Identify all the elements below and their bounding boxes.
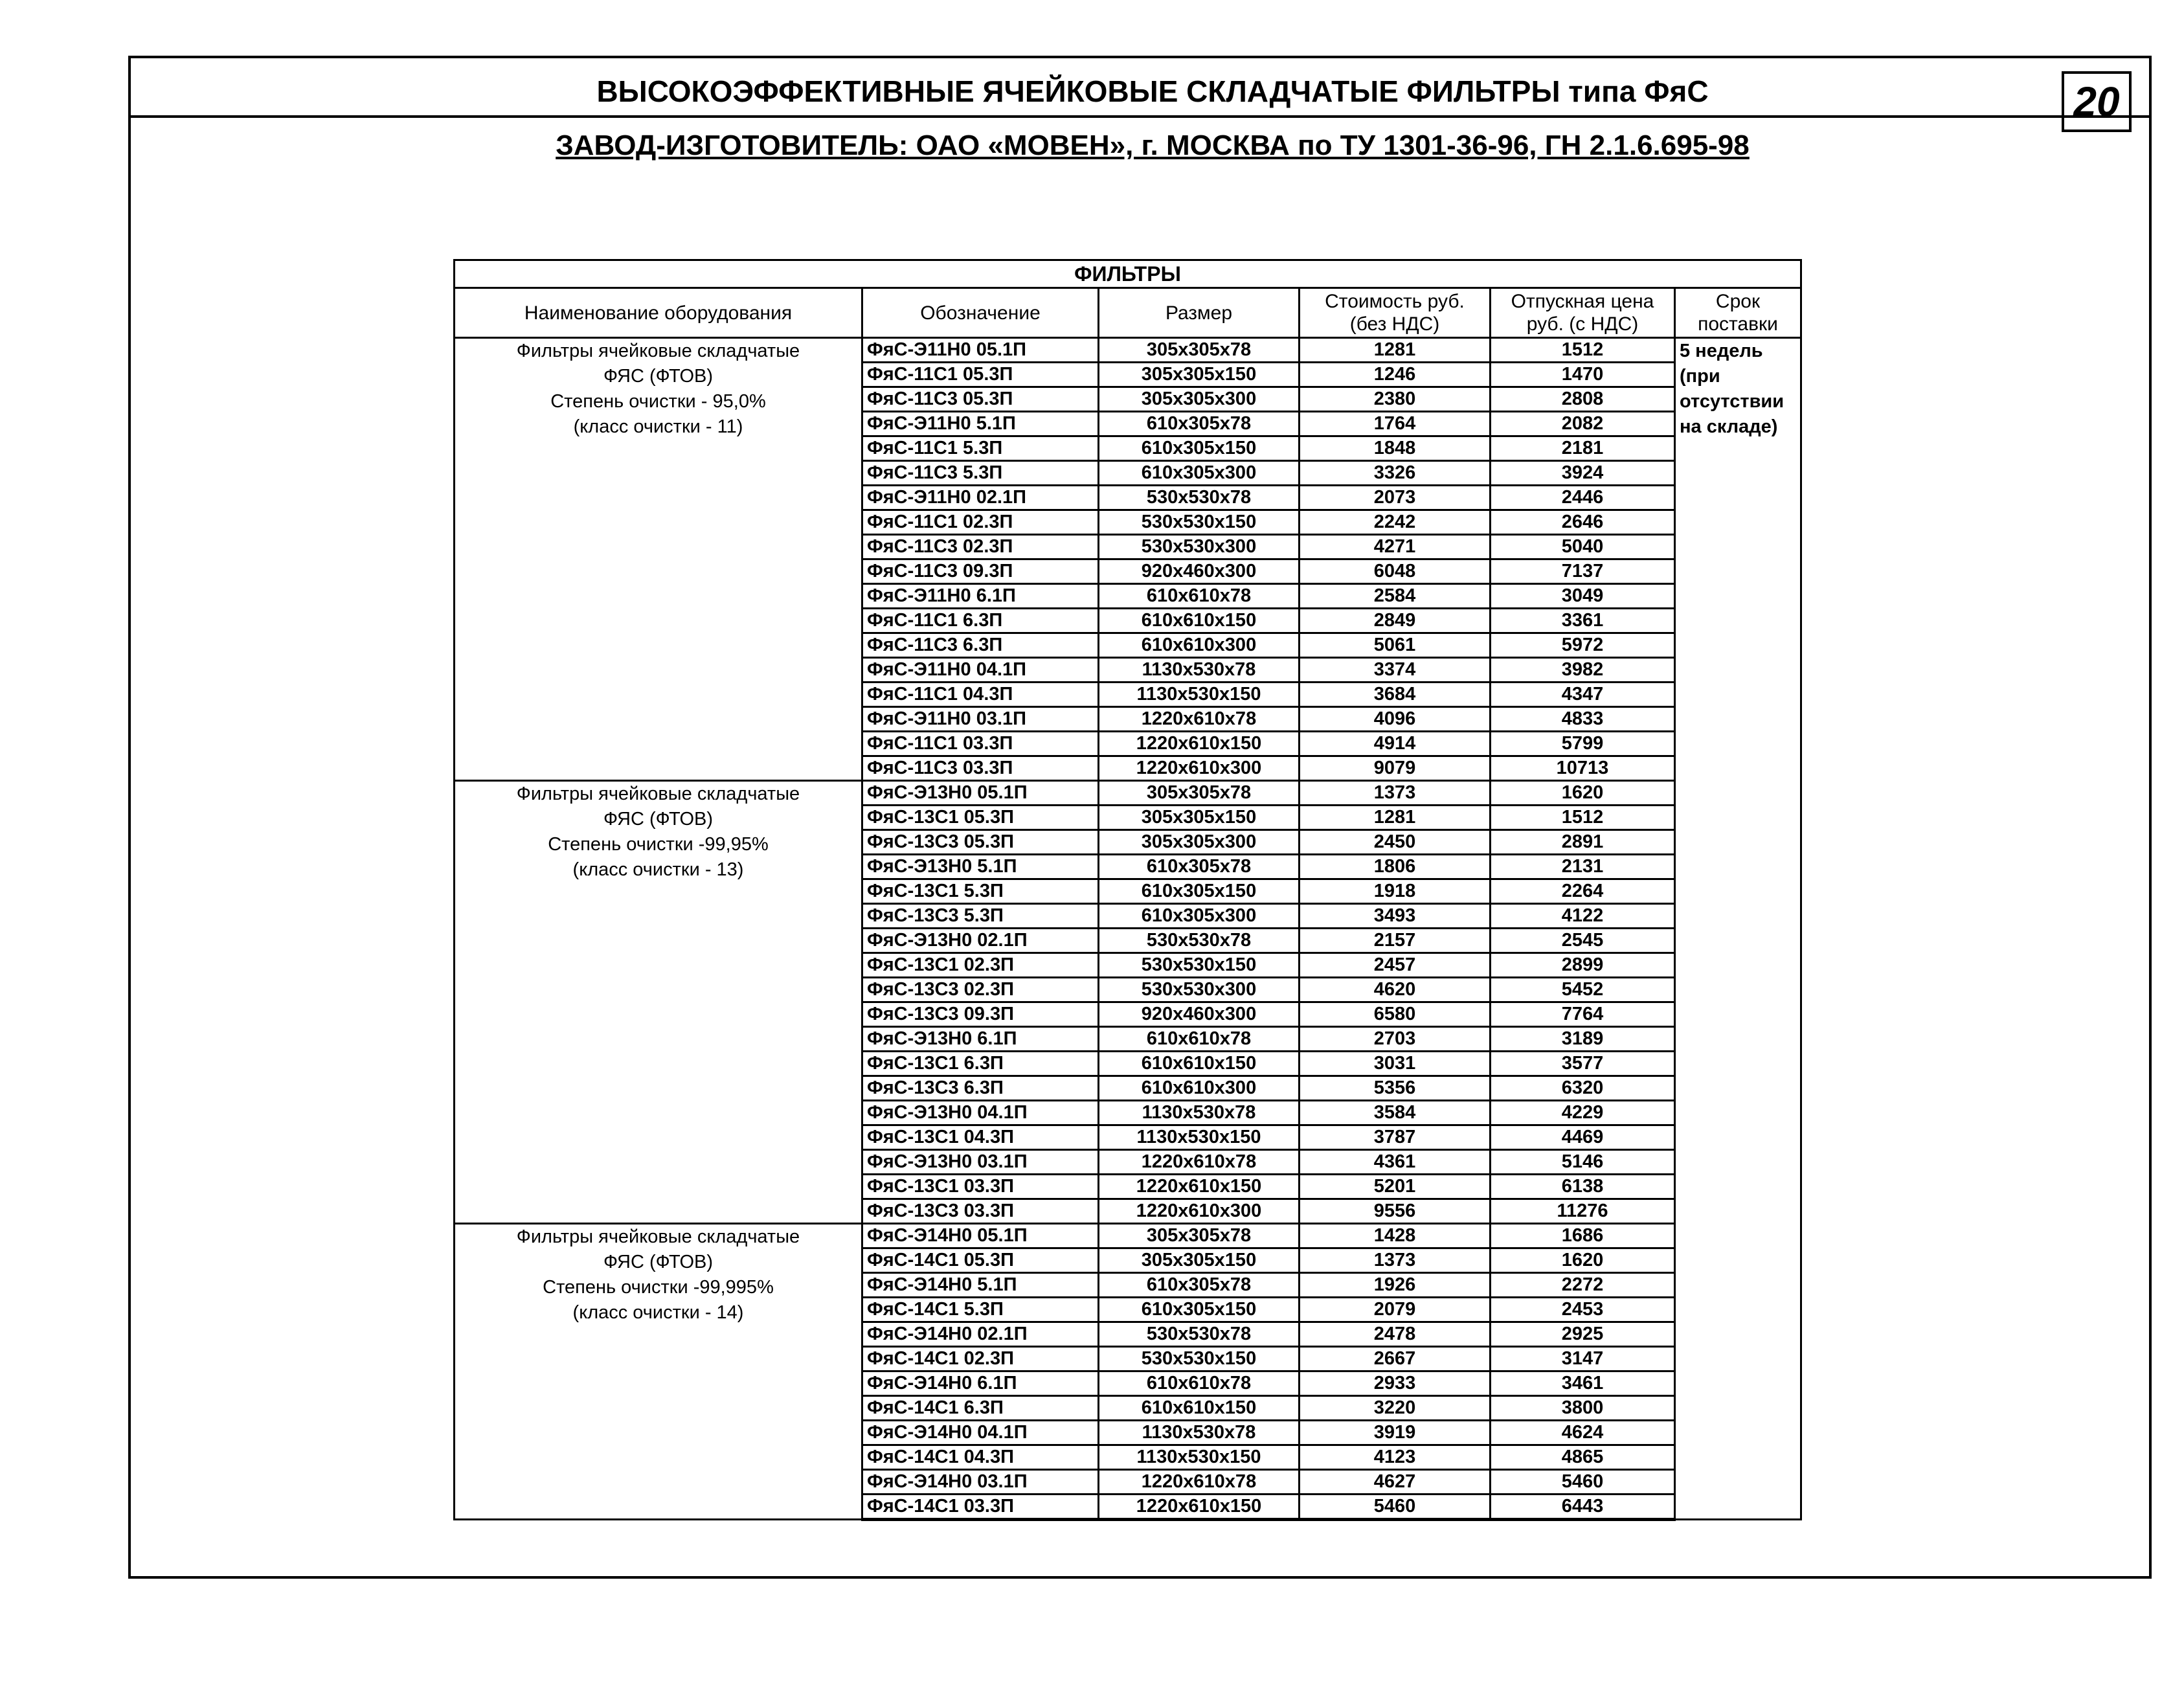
price-cell: 3577 bbox=[1491, 1052, 1675, 1076]
table-row bbox=[455, 781, 1801, 806]
table-title: ФИЛЬТРЫ bbox=[455, 260, 1801, 288]
designation-cell: ФяС-13С3 09.3П bbox=[862, 1002, 1099, 1027]
cost-cell: 2242 bbox=[1300, 510, 1491, 535]
cost-cell: 4914 bbox=[1300, 732, 1491, 756]
cost-cell: 5061 bbox=[1300, 633, 1491, 658]
designation-cell: ФяС-Э11Н0 6.1П bbox=[862, 584, 1099, 609]
price-cell: 2264 bbox=[1491, 879, 1675, 904]
price-cell: 5452 bbox=[1491, 978, 1675, 1002]
cost-cell: 2073 bbox=[1300, 486, 1491, 510]
equipment-name-line: Фильтры ячейковые складчатые bbox=[516, 1226, 800, 1247]
price-cell: 3147 bbox=[1491, 1347, 1675, 1371]
cost-cell: 3684 bbox=[1300, 683, 1491, 707]
price-cell: 4229 bbox=[1491, 1101, 1675, 1125]
table-row bbox=[455, 1224, 1801, 1248]
cost-cell: 3584 bbox=[1300, 1101, 1491, 1125]
designation-cell: ФяС-13С1 03.3П bbox=[862, 1175, 1099, 1199]
size-cell: 1220x610x78 bbox=[1099, 707, 1300, 732]
cost-cell: 4123 bbox=[1300, 1445, 1491, 1470]
price-cell: 5799 bbox=[1491, 732, 1675, 756]
price-cell: 6443 bbox=[1491, 1495, 1675, 1520]
cost-cell: 1806 bbox=[1300, 855, 1491, 879]
designation-cell: ФяС-Э11Н0 05.1П bbox=[862, 338, 1099, 363]
equipment-name-line: Степень очистки - 95,0% bbox=[550, 391, 766, 412]
cost-cell: 2478 bbox=[1300, 1322, 1491, 1347]
cost-cell: 5201 bbox=[1300, 1175, 1491, 1199]
designation-cell: ФяС-14С1 04.3П bbox=[862, 1445, 1099, 1470]
designation-cell: ФяС-13С1 5.3П bbox=[862, 879, 1099, 904]
designation-cell: ФяС-13С3 05.3П bbox=[862, 830, 1099, 855]
size-cell: 1220x610x300 bbox=[1099, 756, 1300, 781]
column-header: Срок поставки bbox=[1675, 288, 1801, 338]
price-cell: 2808 bbox=[1491, 387, 1675, 412]
price-cell: 3049 bbox=[1491, 584, 1675, 609]
cost-cell: 1246 bbox=[1300, 363, 1491, 387]
price-cell: 5040 bbox=[1491, 535, 1675, 559]
price-cell: 1470 bbox=[1491, 363, 1675, 387]
table-body bbox=[455, 338, 1801, 1520]
cost-cell: 5460 bbox=[1300, 1495, 1491, 1520]
equipment-name-line: ФЯС (ФТОВ) bbox=[603, 1252, 714, 1272]
equipment-name-line: ФЯС (ФТОВ) bbox=[603, 809, 714, 829]
price-cell: 6320 bbox=[1491, 1076, 1675, 1101]
cost-cell: 6580 bbox=[1300, 1002, 1491, 1027]
size-cell: 1220x610x150 bbox=[1099, 732, 1300, 756]
size-cell: 305x305x78 bbox=[1099, 1224, 1300, 1248]
cost-cell: 1428 bbox=[1300, 1224, 1491, 1248]
cost-cell: 1281 bbox=[1300, 338, 1491, 363]
size-cell: 610x305x300 bbox=[1099, 461, 1300, 486]
designation-cell: ФяС-11С1 05.3П bbox=[862, 363, 1099, 387]
designation-cell: ФяС-11С3 09.3П bbox=[862, 559, 1099, 584]
size-cell: 1130x530x78 bbox=[1099, 658, 1300, 683]
header-divider bbox=[128, 115, 2152, 118]
price-cell: 3924 bbox=[1491, 461, 1675, 486]
size-cell: 530x530x300 bbox=[1099, 535, 1300, 559]
designation-cell: ФяС-Э11Н0 02.1П bbox=[862, 486, 1099, 510]
price-cell: 11276 bbox=[1491, 1199, 1675, 1224]
equipment-name-line: Степень очистки -99,95% bbox=[548, 834, 769, 855]
cost-cell: 5356 bbox=[1300, 1076, 1491, 1101]
designation-cell: ФяС-14С1 03.3П bbox=[862, 1495, 1099, 1520]
designation-cell: ФяС-13С1 04.3П bbox=[862, 1125, 1099, 1150]
designation-cell: ФяС-11С3 03.3П bbox=[862, 756, 1099, 781]
equipment-name-line: Степень очистки -99,995% bbox=[543, 1277, 774, 1298]
size-cell: 530x530x78 bbox=[1099, 1322, 1300, 1347]
designation-cell: ФяС-13С3 03.3П bbox=[862, 1199, 1099, 1224]
cost-cell: 2584 bbox=[1300, 584, 1491, 609]
price-cell: 5146 bbox=[1491, 1150, 1675, 1175]
size-cell: 610x305x150 bbox=[1099, 436, 1300, 461]
equipment-name bbox=[455, 1224, 862, 1520]
price-cell: 6138 bbox=[1491, 1175, 1675, 1199]
size-cell: 610x610x78 bbox=[1099, 1371, 1300, 1396]
cost-cell: 4271 bbox=[1300, 535, 1491, 559]
size-cell: 305x305x150 bbox=[1099, 806, 1300, 830]
designation-cell: ФяС-Э11Н0 03.1П bbox=[862, 707, 1099, 732]
size-cell: 1220x610x150 bbox=[1099, 1175, 1300, 1199]
designation-cell: ФяС-13С1 02.3П bbox=[862, 953, 1099, 978]
designation-cell: ФяС-13С3 5.3П bbox=[862, 904, 1099, 929]
size-cell: 610x305x78 bbox=[1099, 855, 1300, 879]
cost-cell: 3493 bbox=[1300, 904, 1491, 929]
price-cell: 2082 bbox=[1491, 412, 1675, 436]
size-cell: 530x530x150 bbox=[1099, 1347, 1300, 1371]
price-cell: 3982 bbox=[1491, 658, 1675, 683]
equipment-name-line: (класс очистки - 13) bbox=[572, 859, 744, 880]
cost-cell: 2157 bbox=[1300, 929, 1491, 953]
designation-cell: ФяС-Э13Н0 03.1П bbox=[862, 1150, 1099, 1175]
price-cell: 10713 bbox=[1491, 756, 1675, 781]
size-cell: 530x530x150 bbox=[1099, 953, 1300, 978]
size-cell: 1220x610x78 bbox=[1099, 1150, 1300, 1175]
designation-cell: ФяС-11С3 05.3П bbox=[862, 387, 1099, 412]
cost-cell: 3326 bbox=[1300, 461, 1491, 486]
price-cell: 2272 bbox=[1491, 1273, 1675, 1298]
filters-table bbox=[453, 259, 1802, 1521]
cost-cell: 4620 bbox=[1300, 978, 1491, 1002]
size-cell: 1220x610x78 bbox=[1099, 1470, 1300, 1495]
designation-cell: ФяС-Э13Н0 5.1П bbox=[862, 855, 1099, 879]
designation-cell: ФяС-Э14Н0 03.1П bbox=[862, 1470, 1099, 1495]
designation-cell: ФяС-14С1 5.3П bbox=[862, 1298, 1099, 1322]
size-cell: 610x305x78 bbox=[1099, 1273, 1300, 1298]
designation-cell: ФяС-Э13Н0 04.1П bbox=[862, 1101, 1099, 1125]
size-cell: 530x530x300 bbox=[1099, 978, 1300, 1002]
cost-cell: 2933 bbox=[1300, 1371, 1491, 1396]
designation-cell: ФяС-Э13Н0 6.1П bbox=[862, 1027, 1099, 1052]
designation-cell: ФяС-Э14Н0 02.1П bbox=[862, 1322, 1099, 1347]
size-cell: 610x305x150 bbox=[1099, 1298, 1300, 1322]
cost-cell: 1373 bbox=[1300, 781, 1491, 806]
price-cell: 3461 bbox=[1491, 1371, 1675, 1396]
size-cell: 1130x530x78 bbox=[1099, 1101, 1300, 1125]
price-cell: 2131 bbox=[1491, 855, 1675, 879]
designation-cell: ФяС-Э14Н0 05.1П bbox=[862, 1224, 1099, 1248]
size-cell: 305x305x150 bbox=[1099, 363, 1300, 387]
price-cell: 2181 bbox=[1491, 436, 1675, 461]
cost-cell: 9556 bbox=[1300, 1199, 1491, 1224]
equipment-name bbox=[455, 781, 862, 1224]
size-cell: 305x305x300 bbox=[1099, 387, 1300, 412]
cost-cell: 1373 bbox=[1300, 1248, 1491, 1273]
cost-cell: 1918 bbox=[1300, 879, 1491, 904]
cost-cell: 2849 bbox=[1300, 609, 1491, 633]
price-cell: 1512 bbox=[1491, 806, 1675, 830]
size-cell: 530x530x78 bbox=[1099, 929, 1300, 953]
designation-cell: ФяС-Э11Н0 04.1П bbox=[862, 658, 1099, 683]
designation-cell: ФяС-Э13Н0 02.1П bbox=[862, 929, 1099, 953]
price-cell: 7764 bbox=[1491, 1002, 1675, 1027]
cost-cell: 1281 bbox=[1300, 806, 1491, 830]
cost-cell: 3031 bbox=[1300, 1052, 1491, 1076]
price-cell: 4122 bbox=[1491, 904, 1675, 929]
designation-cell: ФяС-11С1 5.3П bbox=[862, 436, 1099, 461]
size-cell: 610x305x78 bbox=[1099, 412, 1300, 436]
size-cell: 610x305x150 bbox=[1099, 879, 1300, 904]
equipment-name-line: ФЯС (ФТОВ) bbox=[603, 366, 714, 387]
price-cell: 2891 bbox=[1491, 830, 1675, 855]
designation-cell: ФяС-14С1 05.3П bbox=[862, 1248, 1099, 1273]
price-cell: 1620 bbox=[1491, 1248, 1675, 1273]
designation-cell: ФяС-Э11Н0 5.1П bbox=[862, 412, 1099, 436]
cost-cell: 1926 bbox=[1300, 1273, 1491, 1298]
designation-cell: ФяС-14С1 6.3П bbox=[862, 1396, 1099, 1421]
size-cell: 920x460x300 bbox=[1099, 1002, 1300, 1027]
column-header: Стоимость руб. (без НДС) bbox=[1300, 288, 1491, 338]
table-row bbox=[455, 338, 1801, 363]
column-header: Размер bbox=[1099, 288, 1300, 338]
designation-cell: ФяС-Э13Н0 05.1П bbox=[862, 781, 1099, 806]
price-cell: 2925 bbox=[1491, 1322, 1675, 1347]
price-cell: 4347 bbox=[1491, 683, 1675, 707]
equipment-name-line: Фильтры ячейковые складчатые bbox=[516, 784, 800, 804]
size-cell: 1130x530x150 bbox=[1099, 1125, 1300, 1150]
document-subtitle: ЗАВОД-ИЗГОТОВИТЕЛЬ: ОАО «МОВЕН», г. МОСКВА по ТУ 1301-36-96, ГН 2.1.6.695-98 bbox=[556, 130, 1750, 161]
price-cell: 4833 bbox=[1491, 707, 1675, 732]
size-cell: 610x610x300 bbox=[1099, 1076, 1300, 1101]
size-cell: 610x610x78 bbox=[1099, 584, 1300, 609]
size-cell: 610x610x300 bbox=[1099, 633, 1300, 658]
cost-cell: 3220 bbox=[1300, 1396, 1491, 1421]
equipment-name-line: (класс очистки - 11) bbox=[573, 416, 743, 437]
size-cell: 610x305x300 bbox=[1099, 904, 1300, 929]
cost-cell: 2450 bbox=[1300, 830, 1491, 855]
designation-cell: ФяС-11С1 6.3П bbox=[862, 609, 1099, 633]
designation-cell: ФяС-13С1 6.3П bbox=[862, 1052, 1099, 1076]
column-header: Обозначение bbox=[862, 288, 1099, 338]
designation-cell: ФяС-11С3 6.3П bbox=[862, 633, 1099, 658]
size-cell: 610x610x150 bbox=[1099, 1396, 1300, 1421]
cost-cell: 4627 bbox=[1300, 1470, 1491, 1495]
price-cell: 1512 bbox=[1491, 338, 1675, 363]
equipment-name-line: Фильтры ячейковые складчатые bbox=[516, 341, 800, 361]
cost-cell: 6048 bbox=[1300, 559, 1491, 584]
size-cell: 305x305x300 bbox=[1099, 830, 1300, 855]
cost-cell: 3787 bbox=[1300, 1125, 1491, 1150]
cost-cell: 3919 bbox=[1300, 1421, 1491, 1445]
size-cell: 305x305x78 bbox=[1099, 781, 1300, 806]
size-cell: 610x610x78 bbox=[1099, 1027, 1300, 1052]
size-cell: 1130x530x78 bbox=[1099, 1421, 1300, 1445]
price-cell: 2899 bbox=[1491, 953, 1675, 978]
cost-cell: 1764 bbox=[1300, 412, 1491, 436]
designation-cell: ФяС-13С3 6.3П bbox=[862, 1076, 1099, 1101]
size-cell: 1220x610x300 bbox=[1099, 1199, 1300, 1224]
delivery-term: 5 недель (при отсутствии на складе) bbox=[1675, 338, 1801, 1520]
designation-cell: ФяС-Э14Н0 5.1П bbox=[862, 1273, 1099, 1298]
price-cell: 2446 bbox=[1491, 486, 1675, 510]
document-title: ВЫСОКОЭФФЕКТИВНЫЕ ЯЧЕЙКОВЫЕ СКЛАДЧАТЫЕ ФИЛЬТРЫ типа ФяС bbox=[596, 74, 1709, 108]
cost-cell: 2457 bbox=[1300, 953, 1491, 978]
price-cell: 4624 bbox=[1491, 1421, 1675, 1445]
column-header: Отпускная цена руб. (с НДС) bbox=[1491, 288, 1675, 338]
column-header: Наименование оборудования bbox=[455, 288, 862, 338]
page-number: 20 bbox=[2062, 71, 2132, 132]
cost-cell: 2380 bbox=[1300, 387, 1491, 412]
price-cell: 7137 bbox=[1491, 559, 1675, 584]
cost-cell: 2079 bbox=[1300, 1298, 1491, 1322]
price-cell: 2545 bbox=[1491, 929, 1675, 953]
cost-cell: 1848 bbox=[1300, 436, 1491, 461]
price-cell: 5972 bbox=[1491, 633, 1675, 658]
designation-cell: ФяС-11С1 04.3П bbox=[862, 683, 1099, 707]
size-cell: 1130x530x150 bbox=[1099, 683, 1300, 707]
designation-cell: ФяС-13С3 02.3П bbox=[862, 978, 1099, 1002]
price-cell: 1686 bbox=[1491, 1224, 1675, 1248]
size-cell: 530x530x150 bbox=[1099, 510, 1300, 535]
size-cell: 610x610x150 bbox=[1099, 1052, 1300, 1076]
price-cell: 4865 bbox=[1491, 1445, 1675, 1470]
size-cell: 305x305x78 bbox=[1099, 338, 1300, 363]
price-cell: 4469 bbox=[1491, 1125, 1675, 1150]
cost-cell: 4361 bbox=[1300, 1150, 1491, 1175]
equipment-name bbox=[455, 338, 862, 781]
designation-cell: ФяС-Э14Н0 04.1П bbox=[862, 1421, 1099, 1445]
price-cell: 2646 bbox=[1491, 510, 1675, 535]
designation-cell: ФяС-14С1 02.3П bbox=[862, 1347, 1099, 1371]
price-cell: 2453 bbox=[1491, 1298, 1675, 1322]
designation-cell: ФяС-11С1 03.3П bbox=[862, 732, 1099, 756]
designation-cell: ФяС-11С1 02.3П bbox=[862, 510, 1099, 535]
designation-cell: ФяС-Э14Н0 6.1П bbox=[862, 1371, 1099, 1396]
price-cell: 3189 bbox=[1491, 1027, 1675, 1052]
size-cell: 610x610x150 bbox=[1099, 609, 1300, 633]
designation-cell: ФяС-11С3 5.3П bbox=[862, 461, 1099, 486]
price-cell: 3361 bbox=[1491, 609, 1675, 633]
size-cell: 1130x530x150 bbox=[1099, 1445, 1300, 1470]
size-cell: 305x305x150 bbox=[1099, 1248, 1300, 1273]
cost-cell: 3374 bbox=[1300, 658, 1491, 683]
size-cell: 1220x610x150 bbox=[1099, 1495, 1300, 1520]
price-cell: 5460 bbox=[1491, 1470, 1675, 1495]
designation-cell: ФяС-11С3 02.3П bbox=[862, 535, 1099, 559]
price-cell: 1620 bbox=[1491, 781, 1675, 806]
equipment-name-line: (класс очистки - 14) bbox=[572, 1302, 744, 1323]
size-cell: 530x530x78 bbox=[1099, 486, 1300, 510]
cost-cell: 9079 bbox=[1300, 756, 1491, 781]
size-cell: 920x460x300 bbox=[1099, 559, 1300, 584]
cost-cell: 2703 bbox=[1300, 1027, 1491, 1052]
cost-cell: 2667 bbox=[1300, 1347, 1491, 1371]
cost-cell: 4096 bbox=[1300, 707, 1491, 732]
designation-cell: ФяС-13С1 05.3П bbox=[862, 806, 1099, 830]
price-cell: 3800 bbox=[1491, 1396, 1675, 1421]
